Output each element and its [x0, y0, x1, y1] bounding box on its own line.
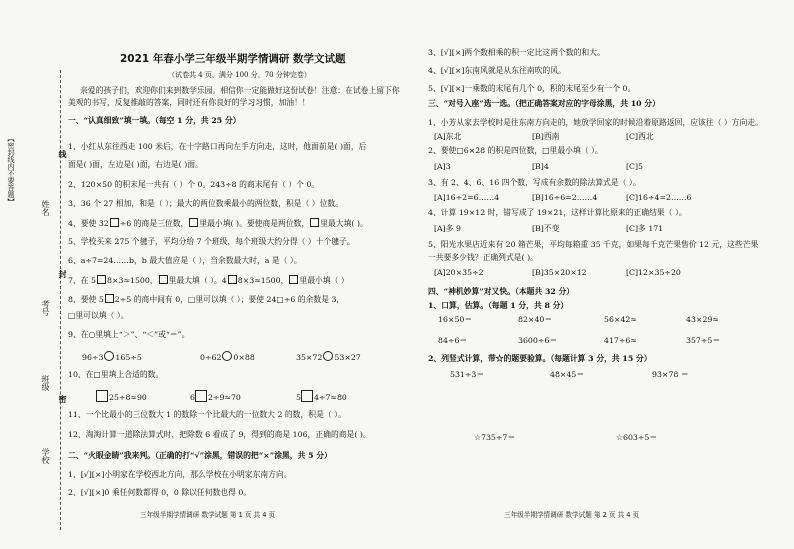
answer-box [301, 390, 313, 402]
seal-char-mi: 密 [58, 395, 68, 403]
choice-2: 2、要使□6×28 的积是四位数，□里最小填（ ）。 [428, 146, 603, 155]
seal-note: 【密封线内不要答题】 [7, 135, 15, 205]
page-1-footer: 三年级半期学情调研 数学试题 第 1 页 共 4 页 [140, 511, 276, 519]
answer-box [159, 275, 168, 284]
compare-circle [104, 351, 114, 361]
choice-3: 3、有 2、4、6、16 四个数，写成有余数的除法算式是（ ）。 [428, 178, 641, 187]
oral-item: 82×40＝ [518, 315, 553, 324]
judge-2: 2、[√][×]0 乘任何数都得 0，0 除以任何数也得 0。 [68, 488, 252, 497]
compare-circle [323, 351, 333, 361]
question-4: 4、要使 32 ÷6 的商是三位数， 里最小填( )。要使商是两位数， 里最大填( )。 [68, 219, 368, 228]
choice-3-option-c[interactable]: [C]16÷4=2……6 [626, 193, 692, 202]
judge-4: 4、[√][×]东南风就是从东往南吹的风。 [428, 66, 566, 75]
choice-2-option-c[interactable]: [C]5 [626, 162, 644, 171]
exam-page-2 [400, 0, 794, 549]
vertical-calc-heading: 2、列竖式计算，带☆的题要验算。（每题计算 3 分，共 15 分） [428, 354, 652, 363]
choice-5-line-2: 一共要多少钱？正确列式是( )。 [428, 253, 538, 262]
question-2: 2、120×50 的积末尾一共有（ ）个 0。243÷8 的商末尾有（ ）个 0。 [68, 180, 320, 189]
compare-item-3: 35×72 53×27 [296, 353, 361, 362]
compare-circle [222, 351, 232, 361]
oral-item: 16×50＝ [438, 315, 473, 324]
choice-1-option-c[interactable]: [C]西北 [626, 132, 654, 141]
judge-5: 5、[√][×]一乘数的末尾有几个 0，积的末尾至少有一个 0。 [428, 84, 636, 93]
question-1-line-1: 1、小红从东往西走 100 米后，在十字路口再向左手方向走，这时，他面前是( )面，后 [68, 142, 367, 151]
choice-5-option-b[interactable]: [B]35×20×12 [532, 268, 587, 277]
compare-item-2: 0÷62 0×88 [200, 353, 255, 362]
intro-line-2: 美观的书写，反复推敲的答案，同时还有你良好的学习习惯，加油！！ [68, 98, 310, 107]
choice-4-option-a[interactable]: [A]多 9 [434, 224, 461, 233]
seal-line [60, 70, 61, 530]
choice-4-option-c[interactable]: [C]多 171 [626, 224, 664, 233]
answer-box [96, 390, 108, 402]
section-3-heading: 三、“对号入座”选一选。（把正确答案对应的字母涂黑，共 10 分） [428, 99, 660, 108]
question-12: 12、淘淘计算一道除法算式时，把除数 6 看成了 9，得到的商是 106，正确的商是( )。 [68, 430, 371, 439]
choice-1-option-a[interactable]: [A]东北 [434, 132, 462, 141]
oral-item: 43×29≈ [686, 315, 719, 324]
answer-box [97, 275, 106, 284]
intro-line-1: 亲爱的孩子们，欢迎你们来到数学乐园。相信你一定能做好这份试卷！注意：在试卷上留下你 [80, 86, 400, 95]
vertical-calc-item-check: ☆603÷5＝ [616, 433, 658, 442]
question-11: 11、一个比最小的三位数大 1 的数除一个比最大的一位数大 2 的数，积是（ ）。 [68, 410, 346, 419]
question-5: 5、学校买来 275 个毽子，平均分给 7 个班级，每个班级大约分得（ ）十个毽子。 [68, 237, 355, 246]
field-exam-number-label: 考号 [41, 300, 50, 316]
choice-3-option-a[interactable]: [A]16÷2=6……4 [434, 193, 500, 202]
compare-item-1: 96÷3 165÷5 [82, 353, 142, 362]
question-7: 7、在 5 8×3≈1500， 里最大填（ ）。4 8×3≈1500， 里最小填（ ） [68, 276, 349, 285]
question-1-line-2: 面是( )面，左边是( )面，右边是( )面。 [68, 160, 203, 169]
answer-box [110, 218, 119, 227]
exam-subtitle: （试卷共 4 页，满分 100 分，70 分钟完卷） [168, 71, 311, 79]
oral-item: 357÷5＝ [686, 336, 721, 345]
choice-3-option-b[interactable]: [B]16÷6=2……4 [532, 193, 598, 202]
answer-box [189, 218, 198, 227]
oral-item: 84÷6＝ [438, 336, 468, 345]
answer-box [289, 275, 298, 284]
seal-char-xian: 线 [58, 150, 68, 158]
judge-3: 3、[√][×]两个数相乘的积一定比这两个数的和大。 [428, 48, 605, 57]
seal-char-feng: 封 [58, 270, 68, 278]
oral-calc-heading: 1、口算，估算。（每题 1 分，共 8 分） [428, 301, 569, 310]
oral-item: 56×42≈ [604, 315, 637, 324]
vertical-calc-item: 93×78 ＝ [652, 370, 689, 379]
question-9: 9、在○里填上“＞”、“＜”或“＝”。 [68, 330, 190, 339]
oral-item: 3600÷6＝ [518, 336, 558, 345]
choice-2-option-a[interactable]: [A]3 [434, 162, 451, 171]
question-3: 3、36 个 27 相加，和是（ ）；最大的两位数乘最小的两位数，积是（ ）位数。 [68, 199, 343, 208]
judge-1: 1、[√][×]小明家在学校西北方向，那么学校在小明家东南方向。 [68, 470, 292, 479]
vertical-calc-item-check: ☆735÷7＝ [474, 433, 516, 442]
choice-5-option-c[interactable]: [C]12×35÷20 [626, 268, 681, 277]
answer-box [310, 218, 319, 227]
answer-box [228, 275, 237, 284]
vertical-calc-item: 48×45＝ [550, 370, 585, 379]
fill-item-2: 6 2÷9≈70 [190, 390, 241, 403]
question-10: 10、在□里填上合适的数。 [68, 370, 164, 379]
field-school-label: 学校 [41, 448, 50, 464]
answer-box [105, 294, 114, 303]
page-2-footer: 三年级半期学情调研 数学试题 第 2 页 共 4 页 [504, 511, 640, 519]
choice-2-option-b[interactable]: [B]4 [532, 162, 549, 171]
exam-title: 2021 年春小学三年级半期学情调研 数学文试题 [120, 53, 346, 65]
choice-5-option-a[interactable]: [A]20×35÷2 [434, 268, 484, 277]
choice-4-option-b[interactable]: [B]不变 [532, 224, 560, 233]
answer-box [195, 390, 207, 402]
fill-item-3: 5 4÷7≈80 [296, 390, 347, 403]
question-6: 6、a÷7=24……b，b 最大值应是（ ），当余数最大时，a 是（ ）。 [68, 256, 302, 265]
oral-item: 417÷6≈ [604, 336, 637, 345]
question-8-line-2: □里可以填（ ）。 [68, 311, 129, 320]
section-1-heading: 一、“认真细致”填一填。（每空 1 分，共 25 分） [68, 116, 241, 125]
section-2-heading: 二、“火眼金睛”我来判。（正确的打“√”涂黑，错误的把“×”涂黑，共 5 分） [68, 451, 332, 460]
field-name-label: 姓名 [41, 200, 50, 216]
section-4-heading: 四、“神机妙算”对又快。（本题共 32 分） [428, 287, 575, 296]
choice-1-option-b[interactable]: [B]西南 [532, 132, 560, 141]
fill-item-1: 25÷8≈90 [96, 390, 147, 403]
field-class-label: 班级 [41, 375, 50, 391]
choice-5-line-1: 5、阳光水果店近来有 20 箱芒果，平均每箱重 35 千克，如果每千克芒果售价 12 元，这些芒果 [428, 240, 759, 249]
question-8-line-1: 8、要使 5 2÷5 的商中间有 0，□里可以填（ ）；要使 24□÷6 的余数是 3， [68, 295, 345, 304]
choice-1: 1、小芳从家去学校时是往东南方向走的，她放学回家的时候沿着原路返回，应该往（ ）方向走。 [428, 118, 763, 127]
vertical-calc-item: 531÷3＝ [450, 370, 485, 379]
choice-4: 4、计算 19×12 时，错写成了 19×21，这样计算比原来的正确结果（ ）。 [428, 208, 687, 217]
